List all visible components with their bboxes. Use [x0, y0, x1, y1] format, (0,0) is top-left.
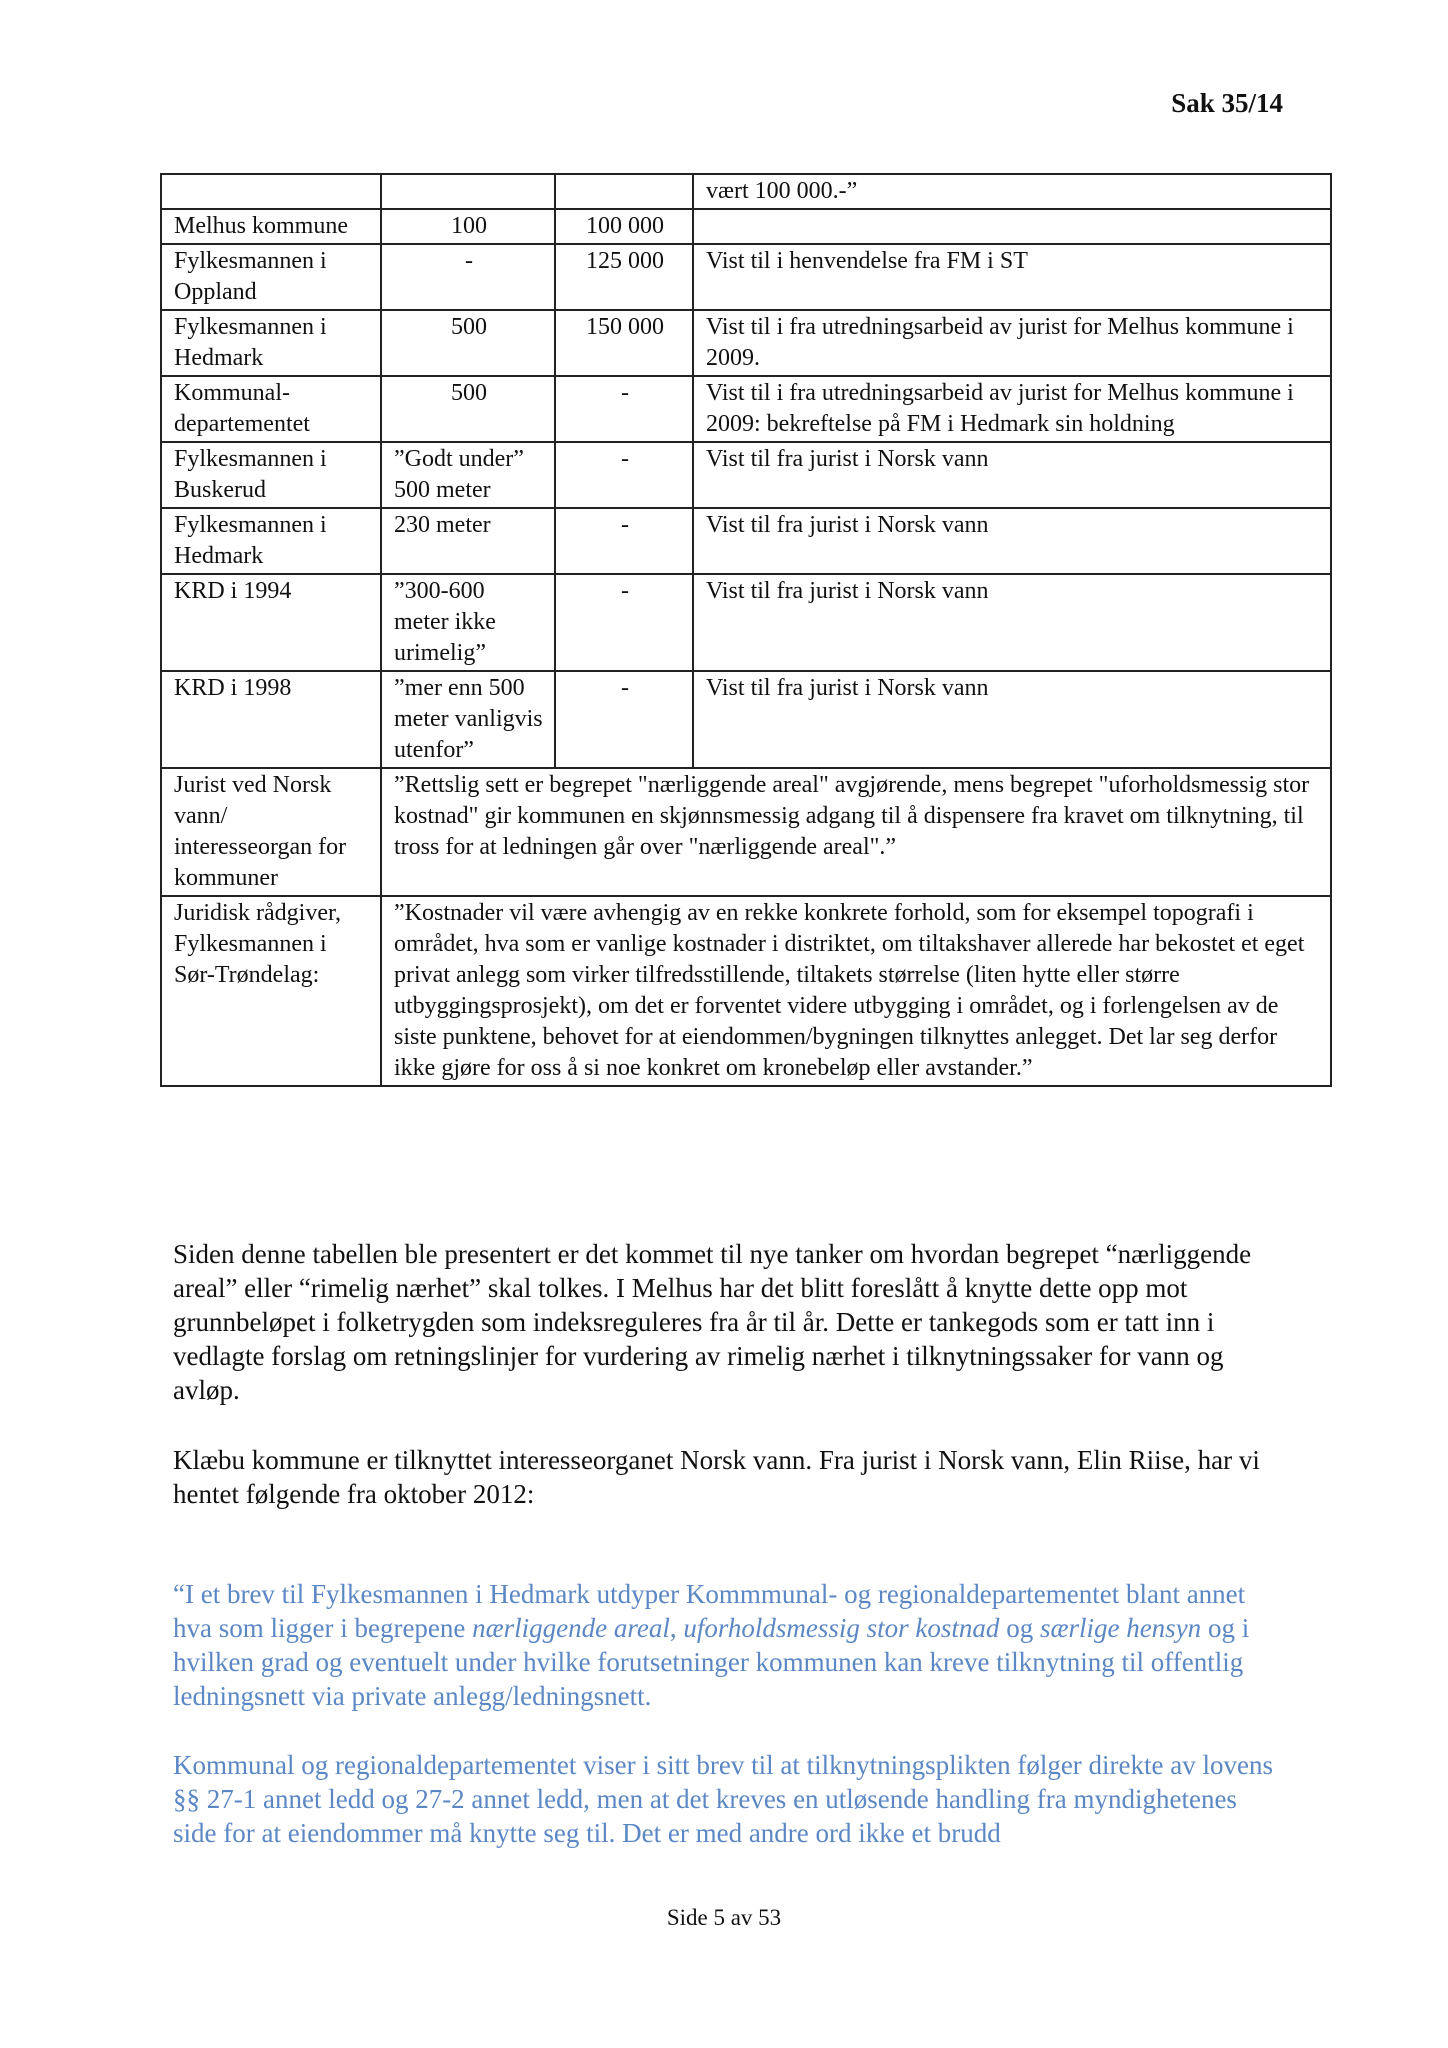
table-cell-amount: -	[555, 671, 693, 768]
table-cell-source: Fylkesmannen i Hedmark	[161, 508, 381, 574]
table-cell-source: KRD i 1998	[161, 671, 381, 768]
table-cell-amount: -	[555, 442, 693, 508]
table-cell-statement: ”Rettslig sett er begrepet "nærliggende areal" avgjørende, mens begrepet "uforholdsmessig stor kostnad" gir kommunen en skjønnsmessig adgang til å dispensere fra kravet om tilknytning, til tross for at ledningen går over "nærliggende areal".”	[381, 768, 1331, 896]
table-row-wide	[161, 896, 1331, 1086]
table-cell-comment	[693, 209, 1331, 244]
quote-term-uforholdsmessig-kostnad: uforholdsmessig stor kostnad	[683, 1613, 1000, 1643]
table-cell-statement: ”Kostnader vil være avhengig av en rekke konkrete forhold, som for eksempel topografi i området, hva som er vanlige kostnader i distriktet, om tiltakshaver allerede har bekostet et eget privat anlegg som virker tilfredsstillende, tiltakets størrelse (liten hytte eller større utbyggingsprosjekt), om det er forventet videre utbygging i området, og i forlengelsen av de siste punktene, behovet for at eiendommen/bygningen tilknyttes anlegget. Det lar seg derfor ikke gjøre for oss å si noe konkret om kronebeløp eller avstander.”	[381, 896, 1331, 1086]
table-cell-distance: -	[381, 244, 555, 310]
table-cell-distance: 230 meter	[381, 508, 555, 574]
table-row	[161, 671, 1331, 768]
page-number: Side 5 av 53	[666, 1905, 782, 1930]
distance-cost-table	[160, 173, 1332, 1087]
quote-text: og i hvilken grad og eventuelt under hvilke forutsetninger kommunen kan kreve tilknytning til offentlig ledningsnett via private anlegg/ledningsnett.	[173, 1613, 1250, 1711]
table-cell-amount: -	[555, 574, 693, 671]
table-cell-source: Jurist ved Norsk vann/ interesseorgan for kommuner	[161, 768, 381, 896]
quote-text: og	[999, 1613, 1040, 1643]
table-cell-source: Fylkesmannen i Buskerud	[161, 442, 381, 508]
table-cell-distance: ”300-600 meter ikke urimelig”	[381, 574, 555, 671]
table-row	[161, 174, 1331, 209]
table-cell-source	[161, 174, 381, 209]
table-row	[161, 310, 1331, 376]
table-cell-amount: 150 000	[555, 310, 693, 376]
table-cell-distance: 500	[381, 310, 555, 376]
table-cell-comment: Vist til fra jurist i Norsk vann	[693, 671, 1331, 768]
table-cell-amount: -	[555, 376, 693, 442]
table-cell-distance: 500	[381, 376, 555, 442]
table-cell-comment: Vist til i fra utredningsarbeid av jurist for Melhus kommune i 2009.	[693, 310, 1331, 376]
table-cell-comment: Vist til fra jurist i Norsk vann	[693, 442, 1331, 508]
table-cell-amount: 100 000	[555, 209, 693, 244]
quote-text: ,	[669, 1613, 684, 1643]
quote-term-særlige-hensyn: særlige hensyn	[1039, 1613, 1202, 1643]
table-cell-amount: -	[555, 508, 693, 574]
quote-term-nærliggende-areal: nærliggende areal	[472, 1613, 670, 1643]
quote-paragraph-1	[173, 1577, 1283, 1713]
paragraph-norsk-vann: Klæbu kommune er tilknyttet interesseorganet Norsk vann. Fra jurist i Norsk vann, Elin Riise, har vi hentet følgende fra oktober 2012:	[173, 1445, 1260, 1509]
table-row	[161, 209, 1331, 244]
quote-text: “I et brev til Fylkesmannen i Hedmark utdyper Kommmunal- og regionaldepartementet blant annet hva som ligger i begrepene	[173, 1579, 1246, 1643]
table-cell-source: Fylkesmannen i Hedmark	[161, 310, 381, 376]
table-row	[161, 376, 1331, 442]
table-cell-comment: Vist til i fra utredningsarbeid av jurist for Melhus kommune i 2009: bekreftelse på FM i Hedmark sin holdning	[693, 376, 1331, 442]
table-cell-comment: vært 100 000.-”	[693, 174, 1331, 209]
table-row	[161, 244, 1331, 310]
table-row	[161, 442, 1331, 508]
table-cell-distance: ”mer enn 500 meter vanligvis utenfor”	[381, 671, 555, 768]
table-cell-source: Kommunal-departementet	[161, 376, 381, 442]
case-reference: Sak 35/14	[1171, 88, 1283, 118]
table-cell-distance: ”Godt under” 500 meter	[381, 442, 555, 508]
table-cell-distance	[381, 174, 555, 209]
table-cell-comment: Vist til i henvendelse fra FM i ST	[693, 244, 1331, 310]
table-cell-source: Juridisk rådgiver, Fylkesmannen i Sør-Trøndelag:	[161, 896, 381, 1086]
table-row	[161, 574, 1331, 671]
table-cell-source: KRD i 1994	[161, 574, 381, 671]
table-row	[161, 508, 1331, 574]
table-cell-distance: 100	[381, 209, 555, 244]
table-cell-comment: Vist til fra jurist i Norsk vann	[693, 574, 1331, 671]
paragraph-new-thoughts: Siden denne tabellen ble presentert er det kommet til nye tanker om hvordan begrepet “nærliggende areal” eller “rimelig nærhet” skal tolkes. I Melhus har det blitt foreslått å knytte dette opp mot grunnbeløpet i folketrygden som indeksreguleres fra år til år. Dette er tankegods som er tatt inn i vedlagte forslag om retningslinjer for vurdering av rimelig nærhet i tilknytningssaker for vann og avløp.	[173, 1239, 1252, 1405]
table-cell-amount: 125 000	[555, 244, 693, 310]
quote-paragraph-2: Kommunal og regionaldepartementet viser i sitt brev til at tilknytningsplikten følger direkte av lovens §§ 27-1 annet ledd og 27-2 annet ledd, men at det kreves en utløsende handling fra myndighetenes side for at eiendommer må knytte seg til. Det er med andre ord ikke et brudd	[173, 1750, 1273, 1848]
table-cell-comment: Vist til fra jurist i Norsk vann	[693, 508, 1331, 574]
table-cell-source: Fylkesmannen i Oppland	[161, 244, 381, 310]
table-cell-amount	[555, 174, 693, 209]
table-cell-source: Melhus kommune	[161, 209, 381, 244]
table-row-wide	[161, 768, 1331, 896]
